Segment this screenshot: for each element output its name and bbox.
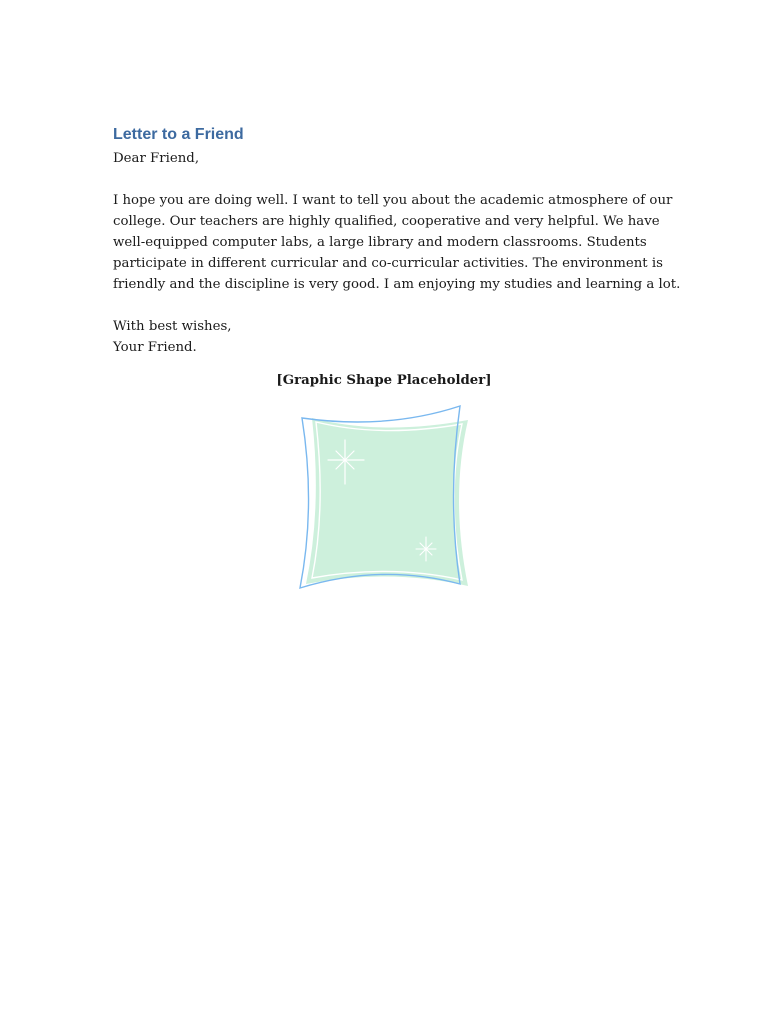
body-line: I hope you are doing well. I want to tell you about the academic atmosphere of our (113, 193, 673, 208)
body-line: participate in different curricular and co-curricular activities. The environment is (113, 256, 663, 271)
body-line: friendly and the discipline is very good. I am enjoying my studies and learning a lot. (113, 277, 681, 292)
closing: With best wishes, (113, 319, 232, 334)
signature: Your Friend. (113, 340, 197, 355)
letter-body (113, 190, 681, 295)
letter-title: Letter to a Friend (113, 126, 244, 143)
greeting: Dear Friend, (113, 151, 200, 166)
shape-fill (306, 418, 468, 586)
body-line: college. Our teachers are highly qualified, cooperative and very helpful. We have (113, 214, 660, 229)
wavy-square-frame-icon (292, 398, 478, 598)
graphic-caption: [Graphic Shape Placeholder] (276, 373, 492, 388)
body-line: well-equipped computer labs, a large library and modern classrooms. Students (113, 235, 647, 250)
